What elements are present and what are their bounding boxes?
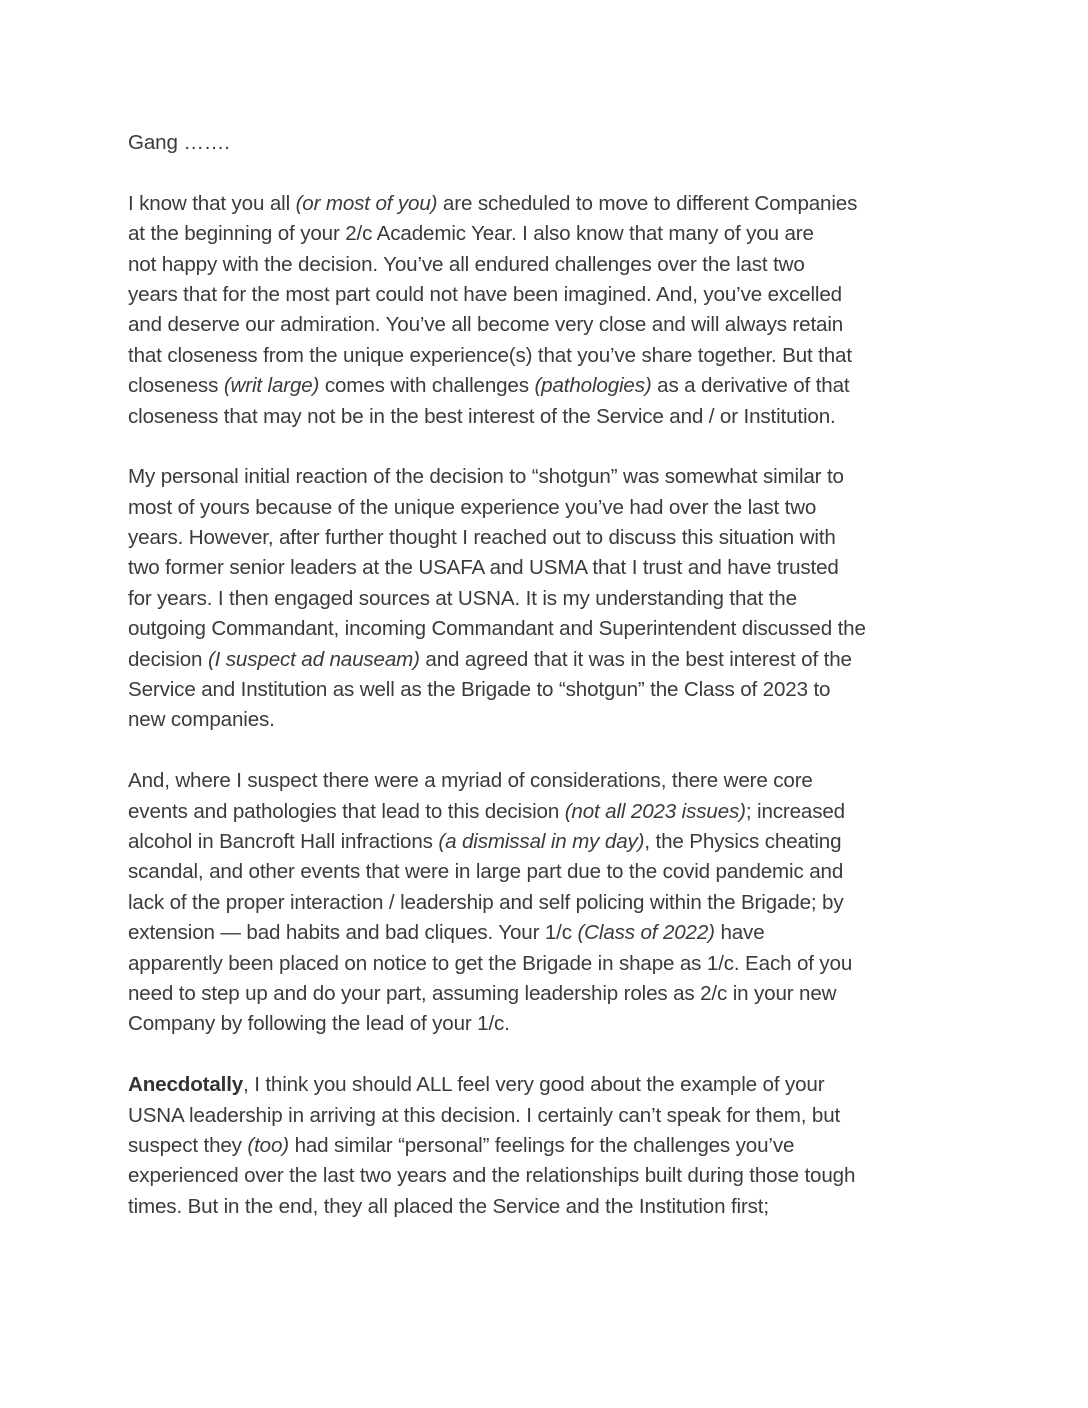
text-run: extension — bad habits and bad cliques. Your 1/c: [128, 921, 578, 945]
text-run: USNA leadership in arriving at this decision. I certainly can’t speak for them, but: [128, 1103, 841, 1127]
text-line: [128, 675, 978, 705]
text-line: [128, 1192, 978, 1222]
italic-phrase: (not all 2023 issues): [564, 799, 746, 823]
text-run: suspect they: [128, 1133, 248, 1157]
text-line: [128, 1131, 978, 1161]
text-line: [128, 857, 978, 887]
text-run: as a derivative of that: [651, 374, 850, 398]
text-line: [128, 1101, 978, 1131]
italic-phrase: (I suspect ad nauseam): [207, 647, 420, 671]
text-line: [128, 584, 978, 614]
bold-phrase: Anecdotally: [128, 1073, 244, 1097]
text-run: most of yours because of the unique experience you’ve had over the last two: [128, 495, 817, 519]
text-line: [128, 827, 978, 857]
letter-body: [128, 128, 978, 1252]
greeting: [128, 128, 978, 158]
text-run: My personal initial reaction of the decision to “shotgun” was somewhat similar to: [128, 465, 844, 489]
text-run: are scheduled to move to different Companies: [437, 191, 858, 215]
text-run: And, where I suspect there were a myriad of considerations, there were core: [128, 769, 813, 793]
text-line: [128, 766, 978, 796]
text-run: decision: [128, 647, 208, 671]
paragraph: [128, 189, 978, 432]
italic-phrase: (Class of 2022): [577, 921, 715, 945]
text-line: [128, 614, 978, 644]
text-run: for years. I then engaged sources at USNA. It is my understanding that the: [128, 586, 797, 610]
text-run: closeness that may not be in the best interest of the Service and / or Institution.: [128, 404, 836, 428]
text-line: [128, 1070, 978, 1100]
text-line: [128, 797, 978, 827]
italic-phrase: (a dismissal in my day): [438, 829, 645, 853]
text-line: [128, 402, 978, 432]
text-run: years that for the most part could not have been imagined. And, you’ve excelled: [128, 282, 842, 306]
text-line: [128, 705, 978, 735]
text-line: [128, 493, 978, 523]
text-line: [128, 888, 978, 918]
italic-phrase: (pathologies): [534, 374, 652, 398]
text-run: and agreed that it was in the best interest of the: [419, 647, 852, 671]
text-run: outgoing Commandant, incoming Commandant and Superintendent discussed the: [128, 617, 866, 641]
text-line: [128, 250, 978, 280]
text-run: experienced over the last two years and the relationships built during those tough: [128, 1164, 856, 1188]
text-line: [128, 310, 978, 340]
text-run: two former senior leaders at the USAFA and USMA that I trust and have trusted: [128, 556, 839, 580]
text-run: ; increased: [745, 799, 845, 823]
text-line: [128, 280, 978, 310]
text-line: [128, 918, 978, 948]
text-run: apparently been placed on notice to get the Brigade in shape as 1/c. Each of you: [128, 951, 853, 975]
text-run: had similar “personal” feelings for the challenges you’ve: [289, 1133, 795, 1157]
italic-phrase: (writ large): [223, 374, 320, 398]
text-line: [128, 219, 978, 249]
greeting-text: Gang …….: [128, 131, 230, 154]
text-run: Service and Institution as well as the Brigade to “shotgun” the Class of 2023 to: [128, 678, 831, 702]
text-run: not happy with the decision. You’ve all endured challenges over the last two: [128, 252, 805, 276]
text-run: lack of the proper interaction / leadership and self policing within the Brigade; by: [128, 890, 844, 914]
text-run: events and pathologies that lead to this decision: [128, 799, 565, 823]
text-line: [128, 949, 978, 979]
text-line: [128, 189, 978, 219]
text-run: , the Physics cheating: [644, 829, 842, 853]
text-line: [128, 1161, 978, 1191]
text-line: [128, 553, 978, 583]
text-run: alcohol in Bancroft Hall infractions: [128, 829, 439, 853]
text-run: , I think you should ALL feel very good about the example of your: [243, 1073, 825, 1097]
text-run: at the beginning of your 2/c Academic Year. I also know that many of you are: [128, 222, 814, 246]
text-line: [128, 645, 978, 675]
text-line: [128, 462, 978, 492]
text-run: closeness: [128, 374, 224, 398]
italic-phrase: (or most of you): [295, 191, 438, 215]
text-line: [128, 341, 978, 371]
paragraph: [128, 1070, 978, 1222]
text-run: comes with challenges: [319, 374, 535, 398]
text-run: times. But in the end, they all placed the Service and the Institution first;: [128, 1194, 769, 1218]
text-run: Company by following the lead of your 1/c.: [128, 1012, 510, 1036]
italic-phrase: (too): [247, 1133, 289, 1157]
text-run: I know that you all: [128, 191, 296, 215]
paragraph: [128, 462, 978, 736]
text-run: years. However, after further thought I reached out to discuss this situation with: [128, 526, 836, 550]
text-run: need to step up and do your part, assuming leadership roles as 2/c in your new: [128, 981, 837, 1005]
text-line: [128, 1009, 978, 1039]
text-run: have: [714, 921, 765, 945]
text-line: [128, 979, 978, 1009]
letter-paragraphs: [128, 189, 978, 1222]
text-run: and deserve our admiration. You’ve all become very close and will always retain: [128, 313, 844, 337]
text-line: [128, 523, 978, 553]
paragraph: [128, 766, 978, 1040]
text-run: new companies.: [128, 708, 275, 732]
text-line: [128, 371, 978, 401]
text-run: that closeness from the unique experience(s) that you’ve share together. But that: [128, 343, 852, 367]
text-run: scandal, and other events that were in large part due to the covid pandemic and: [128, 860, 844, 884]
